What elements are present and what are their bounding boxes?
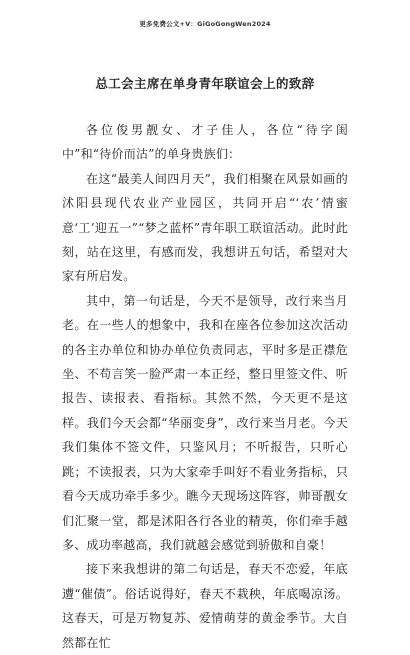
document-body xyxy=(62,118,348,655)
paragraph-second-point: 接下来我想讲的第二句话是，春天不恋爱，年底遭“催债”。俗话说得好，春天不栽秧，年底喝凉汤。这春天，可是万物复苏、爱情萌芽的黄金季节。大自然都在忙 xyxy=(62,562,348,650)
paragraph-intro: 在这“最美人间四月天”，我们相聚在风景如画的沭阳县现代农业产业园区，共同开启“‘农’情蜜意‘工’迎五一”“梦之蓝杯”青年职工联谊活动。此时此刻，站在这里，有感而发，我想讲五句话，希望对大家有所启发。 xyxy=(62,171,348,284)
document-title: 总工会主席在单身青年联谊会上的致辞 xyxy=(95,76,315,91)
paragraph-greeting: 各位俊男靓女、才子佳人，各位“待字闺中”和“待价而沽”的单身贵族们： xyxy=(62,123,348,162)
paragraph-first-point: 其中，第一句话是，今天不是领导，改行来当月老。在一些人的想象中，我和在座各位参加这次活动的各主办单位和协办单位负责同志，平时多是正襟危坐、不苟言笑一脸严肃一本正经，整日里签文件、听报告、读报表、看指标。其然不然，今天更不是这样。我们今天会都“华丽变身”，改行来当月老。今天我们集体不签文件，只鉴风月；不听报告，只听心跳；不读报表，只为大家牵手叫好不看业务指标，只看今天成功牵手多少。瞧今天现场这阵容，帅哥靓女们汇聚一堂，都是沭阳各行各业的精英，你们牵手越多、成功率越高，我们就越会感觉到骄傲和自豪！ xyxy=(62,293,348,552)
header-note: 更多免费公文+V：GiGoGongWen2024 xyxy=(139,20,271,28)
